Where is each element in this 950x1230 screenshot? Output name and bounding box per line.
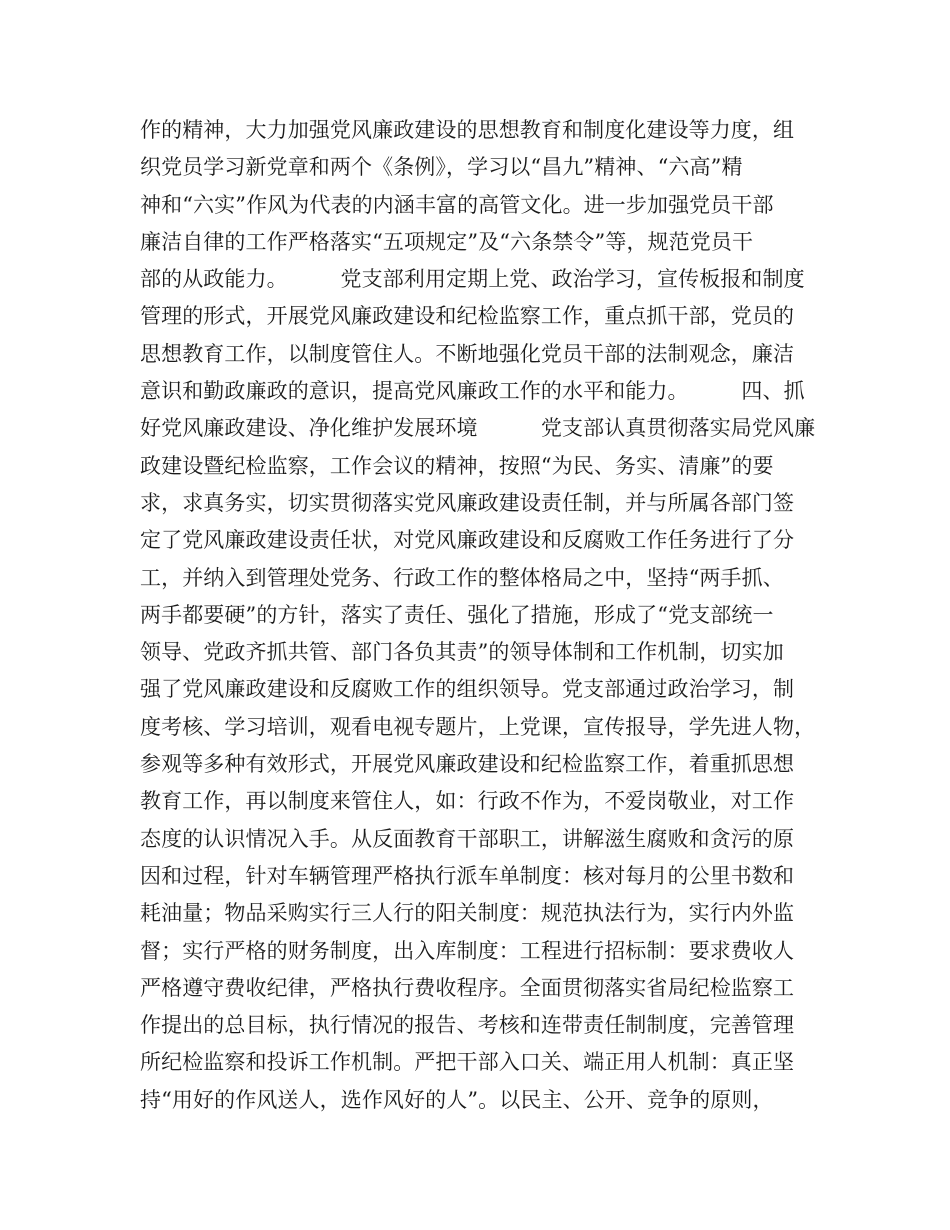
text-line: 部的从政能力。 党支部利用定期上党、政治学习，宣传板报和制度 [140,267,805,292]
text-line: 作的精神，大力加强党风廉政建设的思想教育和制度化建设等力度，组 [140,118,795,142]
text-line: 管理的形式，开展党风廉政建设和纪检监察工作，重点抓干部，党员的 [140,304,795,329]
text-line: 耗油量；物品采购实行三人行的阳关制度：规范执法行为，实行内外监 [140,901,795,926]
text-line: 因和过程，针对车辆管理严格执行派车单制度：核对每月的公里书数和 [140,863,795,888]
text-line: 政建设暨纪检监察，工作会议的精神，按照“为民、务实、清廉”的要 [140,453,774,478]
text-line: 工，并纳入到管理处党务、行政工作的整体格局之中，坚持“两手抓、 [140,565,784,590]
text-line: 督；实行严格的财务制度，出入库制度：工程进行招标制：要求费收人 [140,938,795,963]
text-line: 意识和勤政廉政的意识，提高党风廉政工作的水平和能力。 四、抓 [140,379,805,404]
text-line: 思想教育工作，以制度管住人。不断地强化党员干部的法制观念，廉洁 [140,341,795,366]
text-line: 强了党风廉政建设和反腐败工作的组织领导。党支部通过政治学习，制 [140,677,795,702]
text-line: 参观等多种有效形式，开展党风廉政建设和纪检监察工作，着重抓思想 [140,752,795,777]
text-line: 领导、党政齐抓共管、部门各负其责”的领导体制和工作机制，切实加 [140,640,784,665]
text-line: 定了党风廉政建设责任状，对党风廉政建设和反腐败工作任务进行了分 [140,528,795,553]
text-line: 织党员学习新党章和两个《条例》，学习以“昌九”精神、“六高”精 [140,155,743,180]
text-line: 持“用好的作风送人，选作风好的人”。以民主、公开、竞争的原则， [140,1087,774,1112]
text-line: 作提出的总目标，执行情况的报告、考核和连带责任制制度，完善管理 [140,1013,795,1038]
text-line: 廉洁自律的工作严格落实“五项规定”及“六条禁令”等，规范党员干 [140,229,754,254]
text-line: 求，求真务实，切实贯彻落实党风廉政建设责任制，并与所属各部门签 [140,490,795,515]
text-line: 教育工作，再以制度来管住人，如：行政不作为，不爱岗敬业，对工作 [140,789,795,814]
text-line: 神和“六实”作风为代表的内涵丰富的高管文化。进一步加强党员干部 [140,192,774,217]
text-line: 好党风廉政建设、净化维护发展环境 党支部认真贯彻落实局党风廉 [140,416,816,441]
body-text [140,112,840,1119]
text-line: 两手都要硬”的方针，落实了责任、强化了措施，形成了“党支部统一 [140,602,774,627]
text-line: 度考核、学习培训，观看电视专题片，上党课，宣传报导，学先进人物， [140,714,816,739]
text-line: 态度的认识情况入手。从反面教育干部职工，讲解滋生腐败和贪污的原 [140,826,795,851]
text-line: 所纪检监察和投诉工作机制。严把干部入口关、端正用人机制：真正坚 [140,1050,795,1075]
text-line: 严格遵守费收纪律，严格执行费收程序。全面贯彻落实省局纪检监察工 [140,975,795,1000]
